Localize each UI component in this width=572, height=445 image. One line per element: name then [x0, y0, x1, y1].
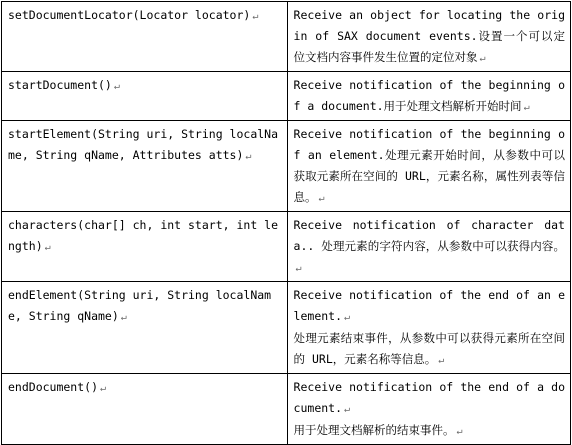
paragraph-mark-icon: ↵: [438, 355, 445, 366]
paragraph-mark-icon: ↵: [252, 11, 259, 22]
description-text-1: [294, 285, 565, 328]
table-row-start-element: [2, 121, 571, 212]
description-cell: [287, 72, 570, 121]
method-signature: characters(char[] ch, int start, int length): [8, 218, 279, 253]
method-signature: endDocument(): [8, 380, 99, 394]
description-text: [294, 75, 565, 118]
description-paragraph: Receive notification of the beginning of a document.用于处理文档解析开始时间: [293, 78, 565, 113]
description-cell: [287, 212, 570, 282]
method-signature: endElement(String uri, String localName, String qName): [8, 288, 272, 323]
table-row-start-document: [2, 72, 571, 121]
paragraph-mark-icon: ↵: [100, 383, 107, 394]
paragraph-mark-icon: ↵: [344, 312, 351, 323]
description-cell: [287, 121, 570, 212]
table-row-set-document-locator: [2, 2, 571, 72]
paragraph-mark-icon: ↵: [456, 426, 463, 437]
paragraph-mark-icon: ↵: [44, 242, 51, 253]
sax-handler-methods-table: [1, 1, 571, 445]
description-cell: [287, 2, 570, 72]
description-paragraph: Receive notification of the end of an element.: [293, 288, 565, 323]
table-body: [2, 2, 571, 445]
method-cell: [2, 374, 288, 445]
method-cell: [2, 282, 288, 374]
paragraph-mark-icon: ↵: [113, 81, 120, 92]
description-paragraph: Receive notification of the beginning of an element.处理元素开始时间，从参数中可以获取元素所在空间的 URL，元素名称，属性列表等信息。: [293, 127, 565, 204]
description-text: [294, 124, 565, 209]
description-paragraph: 处理元素结束事件，从参数中可以获得元素所在空间的 URL，元素名称等信息。: [293, 331, 565, 366]
paragraph-mark-icon: ↵: [120, 312, 127, 323]
description-paragraph: Receive an object for locating the origin of SAX document events.设置一个可以定位文档内容事件发生位置的定位对象: [293, 8, 565, 64]
method-cell: [2, 121, 288, 212]
description-paragraph: Receive notification of character data.. 处理元素的字符内容，从参数中可以获得内容。: [293, 218, 565, 253]
description-text: [294, 215, 565, 279]
description-text-2: [294, 328, 565, 371]
paragraph-mark-icon: ↵: [344, 404, 351, 415]
paragraph-mark-icon: ↵: [523, 102, 530, 113]
table-row-end-document: [2, 374, 571, 445]
description-cell: [287, 282, 570, 374]
description-paragraph: Receive notification of the end of a document.: [293, 380, 565, 415]
method-signature: startElement(String uri, String localName, String qName, Attributes atts): [8, 127, 279, 162]
method-cell: [2, 72, 288, 121]
table-row-characters: [2, 212, 571, 282]
method-signature: startDocument(): [8, 78, 112, 92]
description-text-2: [294, 420, 565, 442]
description-text: [294, 5, 565, 69]
method-cell: [2, 2, 288, 72]
description-cell: [287, 374, 570, 445]
description-paragraph: 用于处理文档解析的结束事件。: [293, 423, 455, 437]
description-text-1: [294, 377, 565, 420]
paragraph-mark-icon: ↵: [479, 53, 486, 64]
method-cell: [2, 212, 288, 282]
method-signature: setDocumentLocator(Locator locator): [8, 8, 251, 22]
paragraph-mark-icon: ↵: [295, 263, 302, 274]
paragraph-mark-icon: ↵: [318, 193, 325, 204]
paragraph-mark-icon: ↵: [245, 151, 252, 162]
table-row-end-element: [2, 282, 571, 374]
